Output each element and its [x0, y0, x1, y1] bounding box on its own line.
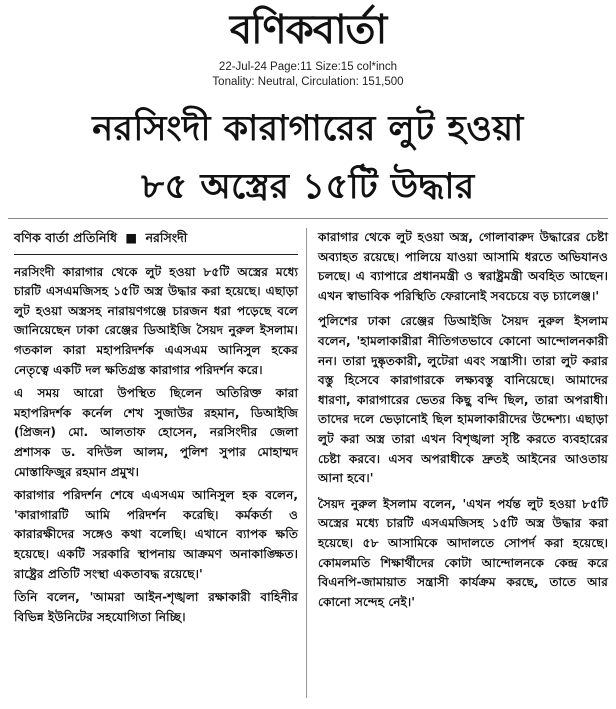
paragraph: পুলিশের ঢাকা রেঞ্জের ডিআইজি সৈয়দ নুরুল ইসলাম বলেন, 'হামলাকারীরা নীতিগতভাবে কোনো আন্দোলনকারী নন। তারা দুষ্কৃতকারী, লুটেরা এবং সন্ত্রাসী। তারা লুট করার বস্তু হিসেবে কারাগারকে লক্ষ্যবস্তু বানিয়েছে। আমাদের ধারণা, কারাগারের ভেতর কিছু বন্দি ছিল, তারা অপরাধী। তাদের দলে ভেড়ানোই ছিল হামলাকারীদের উদ্দেশ্য। এছাড়া লুট করা অস্ত্র তারা এখন বিশৃঙ্খলা সৃষ্টি করতে ব্যবহারের চেষ্টা করবে। এসব অপরাধীকে দ্রুতই আইনের আওতায় আনা হবে।': [318, 314, 608, 486]
meta-line-date: 22-Jul-24 Page:11 Size:15 col*inch: [218, 61, 398, 73]
headline-divider: [8, 218, 608, 219]
paragraph: কারাগার থেকে লুট হওয়া অস্ত্র, গোলাবারুদ উদ্ধারের চেষ্টা অব্যাহত রয়েছে। পালিয়ে যাওয়া আসামি ধরতে অভিযানও চলছে। এ ব্যাপারে প্রধানমন্ত্রী ও স্বরাষ্ট্রমন্ত্রী অবহিত আছেন। এখন স্বাভাবিক পরিস্থিতি ফেরানোই সবচেয়ে বড় চ্যালেঞ্জ।': [318, 230, 608, 303]
column-divider: [306, 228, 307, 698]
meta-line-tonality: Tonality: Neutral, Circulation: 151,500: [212, 76, 404, 88]
paragraph: নরসিংদী কারাগার থেকে লুট হওয়া ৮৫টি অস্ত্রের মধ্যে চারটি এসএমজিসহ ১৫টি অস্ত্র উদ্ধার করা হয়েছে। এছাড়া লুট হওয়া অস্ত্রসহ নারায়ণগঞ্জে চারজন ধরা পড়েছে বলে জানিয়েছেন ঢাকা রেঞ্জের ডিআইজি সৈয়দ নুরুল ইসলাম। গতকাল কারা মহাপরিদর্শক এএসএম আনিসুল হকের নেতৃত্বে একটি দল ক্ষতিগ্রস্ত কারাগার পরিদর্শন করে।: [14, 264, 298, 377]
headline: [0, 100, 616, 216]
paragraph: তিনি বলেন, 'আমরা আইন-শৃঙ্খলা রক্ষাকারী বাহিনীর বিভিন্ন ইউনিটের সহযোগিতা নিচ্ছি।: [14, 590, 298, 624]
byline: [14, 228, 298, 255]
headline-line-2: ৮৫ অস্ত্রের ১৫টি উদ্ধার: [141, 167, 475, 207]
newspaper-logo: বণিকবার্তা: [229, 7, 387, 53]
paragraph: এ সময় আরো উপস্থিত ছিলেন অতিরিক্ত কারা মহাপরিদর্শক কর্নেল শেখ সুজাউর রহমান, ডিআইজি (প্রিজন) মো. আলতাফ হোসেন, নরসিংদীর জেলা প্রশাসক ড. বদিউল আলম, পুলিশ সুপার মোহাম্মদ মোস্তাফিজুর রহমান প্রমুখ।: [14, 386, 298, 479]
clipping-meta: [0, 60, 616, 90]
headline-line-1: নরসিংদী কারাগারের লুট হওয়া: [92, 109, 524, 149]
byline-place: নরসিংদী: [145, 230, 188, 245]
article-column-right: [318, 228, 608, 618]
paragraph: কারাগার পরিদর্শন শেষে এএসএম আনিসুল হক বলেন, 'কারাগারটি আমি পরিদর্শন করেছি। কর্মকর্তা ও কারারক্ষীদের সঙ্গেও কথা বলেছি। এখানে ব্যাপক ক্ষতি হয়েছে। একটি সরকারি স্থাপনায় আক্রমণ অনাকাঙ্ক্ষিত। রাষ্ট্রের প্রতিটি সংস্থা একতাবদ্ধ রয়েছে।': [14, 488, 298, 581]
byline-separator: ■: [125, 230, 138, 245]
byline-author: বণিক বার্তা প্রতিনিধি: [14, 230, 118, 245]
masthead: [0, 6, 616, 54]
article-column-left: [14, 228, 298, 631]
paragraph: সৈয়দ নুরুল ইসলাম বলেন, 'এখন পর্যন্ত লুট হওয়া ৮৫টি অস্ত্রের মধ্যে চারটি এসএমজিসহ ১৫টি অস্ত্র উদ্ধার করা হয়েছে। ৫৮ আসামিকে আদালতে সোপর্দ করা হয়েছে। কোমলমতি শিক্ষার্থীদের কোটা আন্দোলনকে কেন্দ্র করে বিএনপি-জামায়াত সন্ত্রাসী কার্যক্রম করছে, তাতে আর কোনো সন্দেহ নেই।': [318, 496, 608, 609]
